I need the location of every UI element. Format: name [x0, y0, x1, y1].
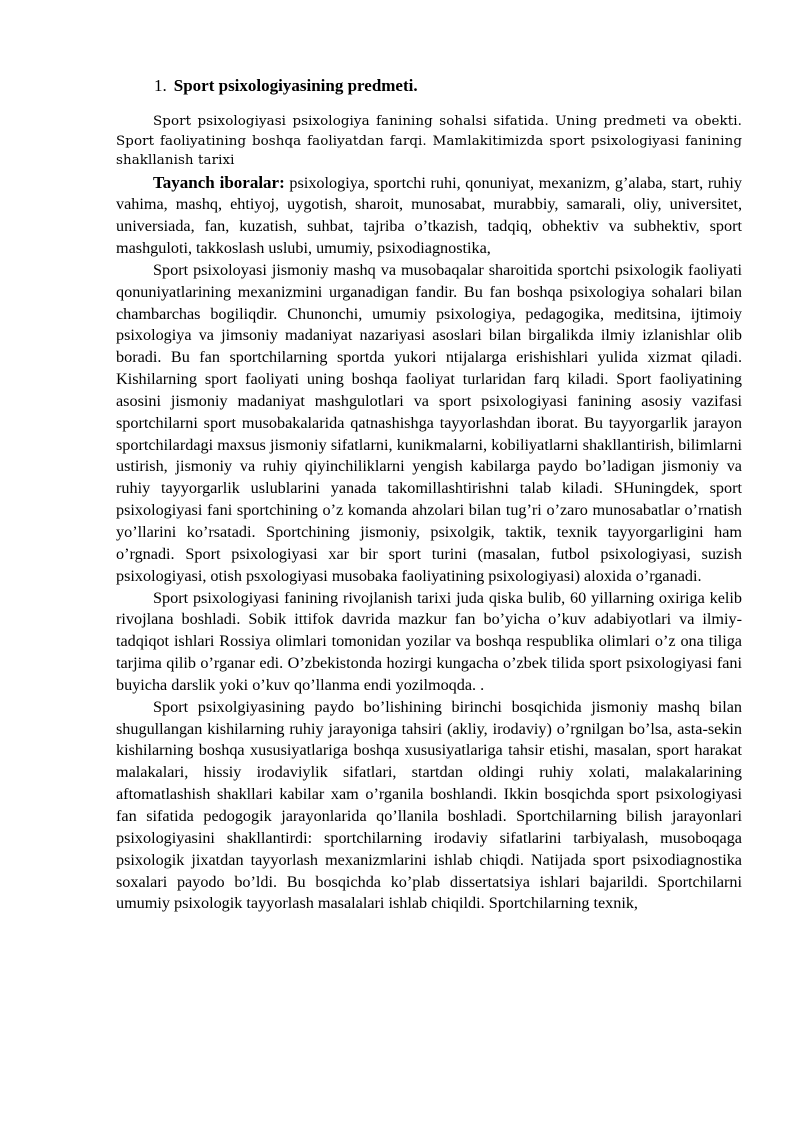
- body-paragraph-1: Sport psixoloyasi jismoniy mashq va musobaqalar sharoitida sportchi psixologik faoliyati qonuniyatlarining mexanizmini urganadigan fandir. Bu fan boshqa psixologiya sohalari bilan chambarchas bogiliqdir. Chunonchi, umumiy psixologiya, pedagogika, meditsina, ijtimoiy psixologiya va jimsoniy madaniyat nazariyasi asoslari bilan birgalikda ilmiy izlanishlar olib boradi. Bu fan sportchilarning sportda yukori ntijalarga erishishlari yulida xizmat qiladi. Kishilarning sport faoliyati uning boshqa faoliyat turlaridan farq kiladi. Sport faoliyatining asosini jismoniy madaniyat mashgulotlari va sport psixologiyasi fanining asosiy vazifasi sportchilarni sport musobakalarida qatnashishga tayyorlashdan iborat. Bu tayyorgarlik jarayon sportchilardagi maxsus jismoniy sifatlarni, kunikmalarni, kobiliyatlarni shakllantirish, bilimlarni ustirish, jismoniy va ruhiy qiyinchiliklarni yengish kabilarga paydo bo’ladigan jismoniy va ruhiy tayyorgarlik uslublarini yanada takomillashtirishni talab kiladi. SHuningdek, sport psixologiyasi fani sportchining o’z komanda ahzolari bilan tug’ri o’zaro munosabatlar o’rnatish yo’llarini ko’rsatadi. Sportchining jismoniy, psixolgik, taktik, texnik tayyorgarligini ham o’rgnadi. Sport psixologiyasi xar bir sport turini (masalan, futbol psixologiyasi, suzish psixologiyasi, otish psxologiyasi musobaka faoliyatining psixologiyasi) aloxida o’rganadi.: [116, 260, 742, 585]
- section-number: 1.: [154, 76, 167, 95]
- page-content: [116, 74, 742, 915]
- section-heading: [154, 74, 742, 98]
- section-title: Sport psixologiyasining predmeti.: [173, 76, 418, 95]
- body-paragraph-2: Sport psixologiyasi fanining rivojlanish tarixi juda qiska bulib, 60 yillarning oxiriga kelib rivojlana boshladi. Sobik ittifok davrida mazkur fan bo’yicha o’kuv adabiyotlari va ilmiy-tadqiqot ishlari Rossiya olimlari tomonidan yozilar va boshqa respublika olimlari o’z ona tiliga tarjima qilib o’rganar edi. O’zbekistonda hozirgi kungacha o’zbek tilida sport psixologiyasi fani buyicha darslik yoki o’kuv qo’llanma endi yozilmoqda. .: [116, 588, 742, 694]
- body-paragraph-3: Sport psixolgiyasining paydo bo’lishining birinchi bosqichida jismoniy mashq bilan shugullangan kishilarning ruhiy jarayoniga tahsiri (akliy, irodaviy) o’rgnilgan bo’lsa, asta-sekin kishilarning boshqa xususiyatlariga boshqa xususiyatlariga tahsir etishi, masalan, sport harakat malakalari, hissiy irodaviylik sifatlari, startdan oldingi ruhiy xolati, malakalarining aftomatlashish shakllari kabilar xam o’rganila boshlandi. Ikkin bosqichda sport psixologiyasi fan sifatida pedogogik jarayonlarida qo’llanila boshladi. Sportchilarning bilish jarayonlari psixologiyasini shakllantirdi: sportchilarning irodaviy sifatlarini tarbiyalash, musoboqaga psixologik jixatdan tayyorlash mexanizmlarini ishlab chiqdi. Natijada sport psixodiagnostika soxalari payodo bo’ldi. Bu bosqichda ko’plab dissertatsiya ishlari bajarildi. Sportchilarni umumiy psixologik tayyorlash masalalari ishlab chiqildi. Sportchilarning texnik,: [116, 697, 742, 913]
- section-abstract: Sport psixologiyasi psixologiya fanining sohalsi sifatida. Uning predmeti va obekti. Sport faoliyatining boshqa faoliyatdan farqi. Mamlakitimizda sport psixologiyasi fanining shakllanish tarixi: [116, 114, 742, 168]
- keywords-paragraph: [116, 172, 742, 260]
- keywords-text: psixologiya, sportchi ruhi, qonuniyat, mexanizm, g’alaba, start, ruhiy vahima, mashq, ehtiyoj, uygotish, sharoit, munosabat, murabbiy, samarali, oliy, universitet, universiada, fan, kuzatish, suhbat, tajriba o’tkazish, tadqiq, obhektiv va subhektiv, sport mashguloti, takkoslash uslubi, umumiy, psixodiagnostika,: [116, 173, 742, 258]
- keywords-label: Tayanch iboralar:: [153, 172, 285, 192]
